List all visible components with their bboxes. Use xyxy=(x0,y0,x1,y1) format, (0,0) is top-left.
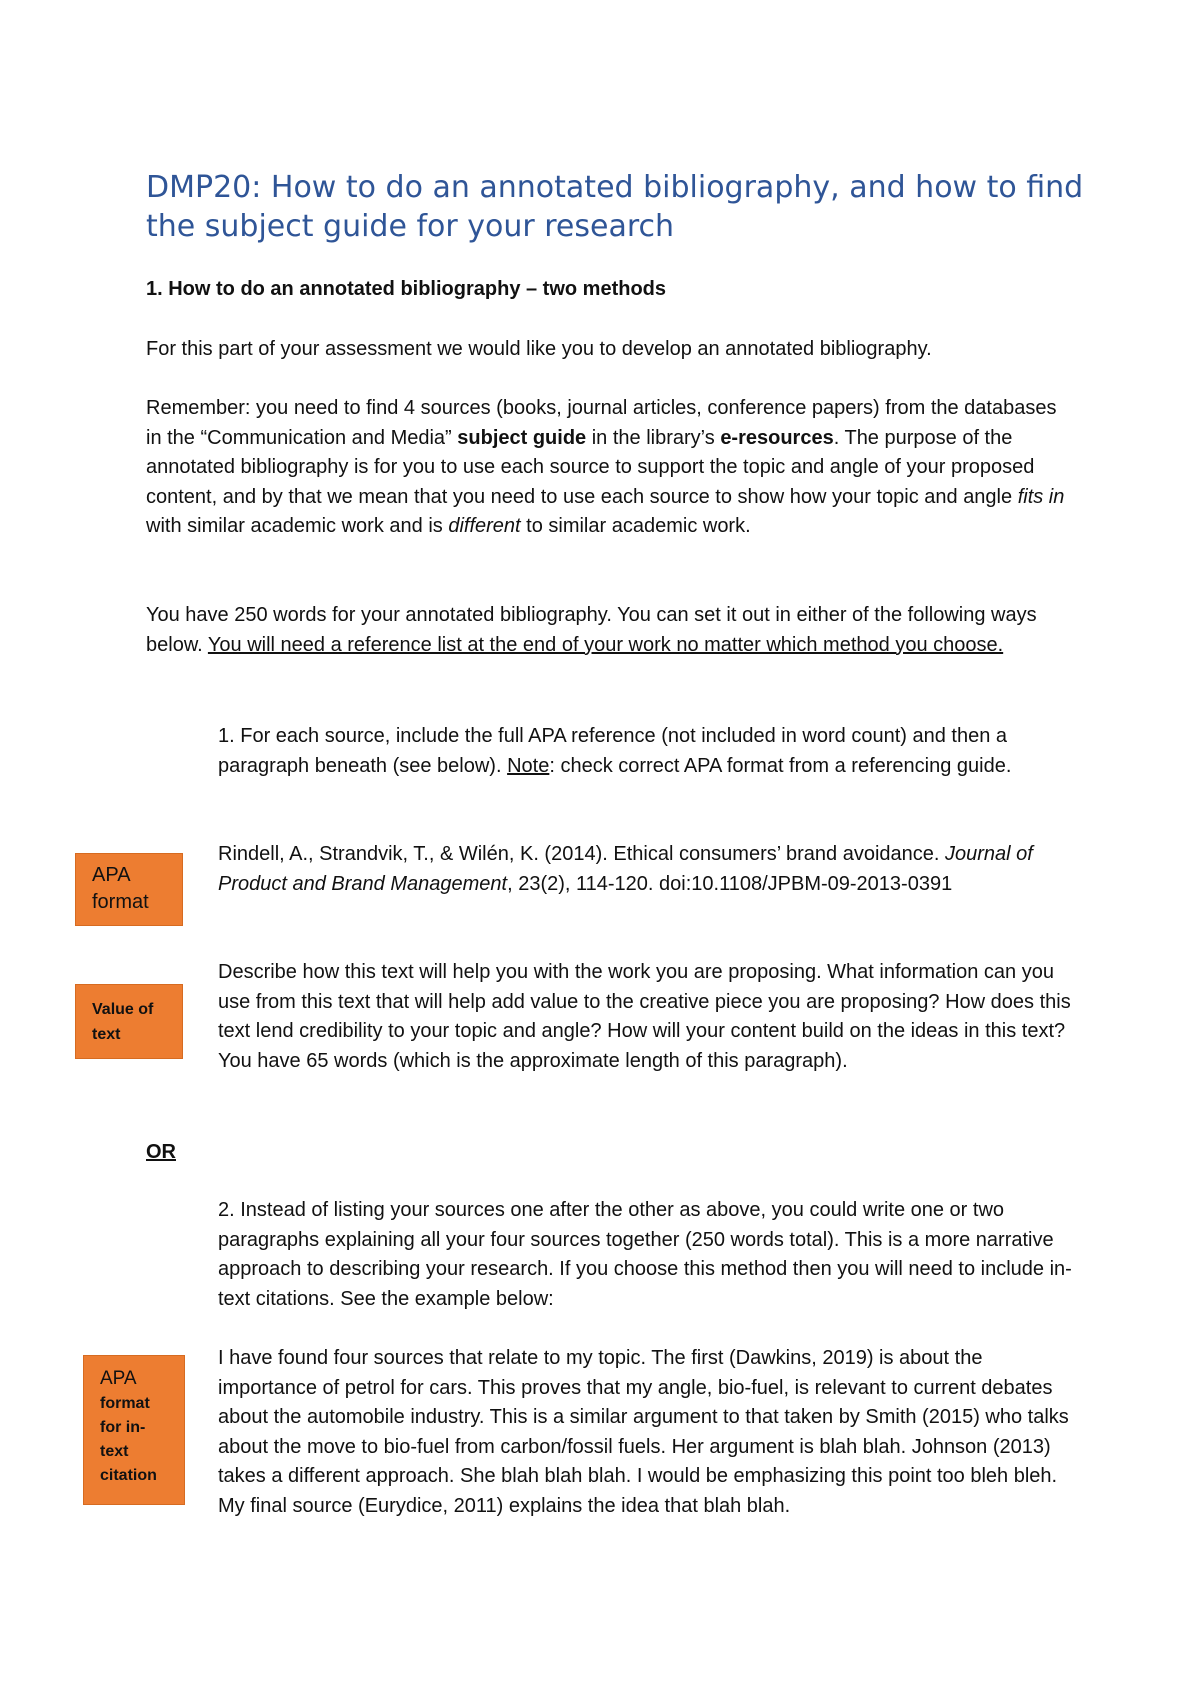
remember-text-5: to similar academic work. xyxy=(520,515,751,537)
method1-intro-text-1: 1. For each source, include the full APA reference (not included in word count) and then a paragraph beneath (see below). xyxy=(218,725,1007,777)
apa-intext-tag-line5: citation xyxy=(100,1467,157,1484)
reference-journal: Journal of Product and Brand Management xyxy=(218,843,1033,895)
different-italic: different xyxy=(448,515,521,537)
value-of-text-tag-line2: text xyxy=(92,1026,121,1043)
apa-in-text-citation-tag xyxy=(83,1355,185,1505)
remember-text-2: in the library’s xyxy=(586,426,721,449)
remember-text-4: with similar academic work and is xyxy=(146,515,449,537)
value-of-text-tag xyxy=(75,984,183,1059)
apa-intext-tag-line1: APA xyxy=(100,1368,137,1389)
reference-details: , 23(2), 114-120. doi:10.1108/JPBM-09-2013-0391 xyxy=(507,872,953,895)
method2-intro: 2. Instead of listing your sources one after the other as above, you could write one or two paragraphs explaining all your four sources together (250 words total). This is a more narrative approach to describing your research. If you choose this method then you will need to include in-text citations. See the example below: xyxy=(218,1199,1072,1310)
apa-intext-tag-line2: format xyxy=(100,1395,150,1412)
apa-format-tag-line2: format xyxy=(92,891,149,913)
subject-guide-bold: subject guide xyxy=(457,426,587,449)
section-heading xyxy=(146,275,1076,305)
page-title: DMP20: How to do an annotated bibliography, and how to find the subject guide for your research xyxy=(146,170,1084,244)
apa-format-tag-line1: APA xyxy=(92,864,131,886)
reference-list-underlined: You will need a reference list at the end of your work no matter which method you choose. xyxy=(207,633,1004,656)
remember-paragraph xyxy=(146,394,1076,542)
describe-paragraph: Describe how this text will help you with the work you are proposing. What information can you use from this text that will help add value to the creative piece you are proposing? How does this text lend credibility to your topic and angle? How will your content build on the ideas in this text? You have 65 words (which is the approximate length of this paragraph). xyxy=(218,961,1071,1072)
value-of-text-tag-line1: Value of xyxy=(92,1001,154,1018)
apa-reference-example xyxy=(218,840,1078,899)
word-count-text: You have 250 words for your annotated bibliography. You can set it out in either of the following ways below. xyxy=(146,604,1037,656)
remember-text-1: Remember: you need to find 4 sources (books, journal articles, conference papers) from the databases in the “Communication and Media” xyxy=(146,397,1057,449)
e-resources-bold: e-resources xyxy=(720,426,834,449)
apa-format-tag xyxy=(75,853,183,926)
or-label: OR xyxy=(146,1141,176,1163)
fits-in-italic: fits in xyxy=(1017,485,1065,508)
apa-intext-tag-line4: text xyxy=(100,1443,129,1460)
remember-text-3: . The purpose of the annotated bibliography is for you to use each source to support the topic and angle of your proposed content, and by that we mean that you need to use each source to show how your topic and angle xyxy=(146,426,1035,508)
section-heading-text: 1. How to do an annotated bibliography – two methods xyxy=(146,278,667,300)
method1-intro xyxy=(218,722,1078,781)
apa-intext-tag-line3: for in- xyxy=(100,1419,146,1436)
word-count-paragraph xyxy=(146,601,1076,660)
intro-paragraph: For this part of your assessment we would like you to develop an annotated bibliography. xyxy=(146,338,932,360)
method1-intro-text-2: : check correct APA format from a referencing guide. xyxy=(549,754,1012,777)
reference-authors: Rindell, A., Strandvik, T., & Wilén, K. (2014). Ethical consumers’ brand avoidance. xyxy=(218,843,946,865)
or-separator xyxy=(146,1138,176,1168)
narrative-example: I have found four sources that relate to my topic. The first (Dawkins, 2019) is about the importance of petrol for cars. This proves that my angle, bio-fuel, is relevant to current debates about the automobile industry. This is a similar argument to that taken by Smith (2015) who talks about the move to bio-fuel from carbon/fossil fuels. Her argument is blah blah. Johnson (2013) takes a different approach. She blah blah blah. I would be emphasizing this point too bleh bleh. My final source (Eurydice, 2011) explains the idea that blah blah. xyxy=(218,1347,1069,1517)
note-underlined: Note xyxy=(507,754,550,777)
